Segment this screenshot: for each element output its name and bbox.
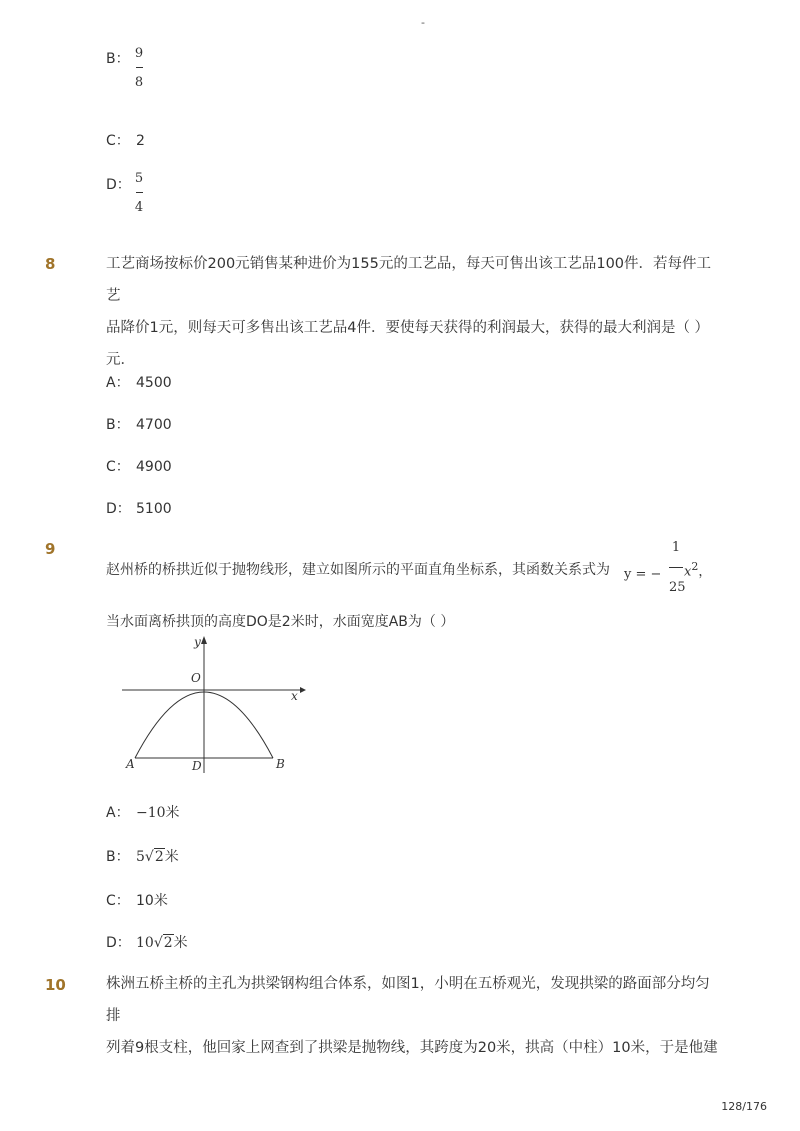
option-coefficient: 10	[136, 935, 154, 951]
sqrt-icon: √	[144, 849, 154, 865]
q7-option-b-fraction	[134, 46, 144, 90]
q9-option-a[interactable]	[106, 802, 180, 822]
option-label: A：	[106, 805, 130, 821]
q7-option-d-fraction	[134, 171, 144, 215]
q7-option-c[interactable]	[106, 130, 145, 150]
option-label: C：	[106, 133, 130, 149]
option-label: B：	[106, 51, 130, 67]
option-value: 10米	[136, 893, 168, 909]
q9-formula-lhs	[624, 567, 661, 582]
option-value: 5100	[136, 501, 172, 517]
option-label: B：	[106, 417, 130, 433]
option-label: A：	[106, 375, 130, 391]
question-8-text	[106, 248, 718, 376]
option-coefficient: 5	[136, 849, 145, 865]
header-mark: -	[421, 16, 425, 29]
origin-label: O	[191, 671, 201, 685]
option-value: −10米	[136, 805, 180, 821]
option-radicand: 2	[163, 935, 173, 951]
option-label: C：	[106, 459, 130, 475]
question-number-10: 10	[45, 976, 66, 994]
fraction-bar	[136, 192, 143, 193]
q8-option-d[interactable]	[106, 498, 172, 518]
q9-option-d[interactable]	[106, 932, 188, 952]
formula-exponent: 2	[691, 560, 699, 573]
point-b-label: B	[276, 757, 285, 771]
q8-option-c[interactable]	[106, 456, 172, 476]
y-axis-arrow	[201, 636, 207, 644]
formula-numerator: 1	[671, 540, 681, 555]
option-label: C：	[106, 893, 130, 909]
q7-option-d[interactable]	[106, 174, 136, 194]
q9-formula-var	[684, 560, 711, 579]
point-d-label: D	[192, 759, 202, 773]
numerator: 9	[134, 46, 144, 61]
q8-line-3: 元．	[106, 352, 135, 368]
q9-option-b[interactable]	[106, 846, 179, 866]
option-radicand: 2	[154, 849, 164, 865]
q8-option-b[interactable]	[106, 414, 172, 434]
option-unit: 米	[164, 849, 179, 865]
point-a-label: A	[126, 757, 135, 771]
fraction-bar	[136, 67, 143, 68]
option-value: 4900	[136, 459, 172, 475]
x-axis-label: x	[291, 689, 298, 703]
option-value: 4500	[136, 375, 172, 391]
x-axis-arrow	[300, 687, 306, 693]
bridge-arch-diagram	[115, 630, 315, 778]
q8-line-1: 工艺商场按标价200元销售某种进价为155元的工艺品，每天可售出该工艺品100件．若每件工艺	[106, 256, 712, 304]
option-label: D：	[106, 935, 131, 951]
option-label: B：	[106, 849, 130, 865]
q7-option-b[interactable]	[106, 48, 136, 68]
q9-formula-fraction	[669, 540, 686, 595]
formula-variable: x	[684, 564, 692, 580]
question-10-text	[106, 968, 718, 1064]
q9-line-1-text: 赵州桥的桥拱近似于抛物线形，建立如图所示的平面直角坐标系，其函数关系式为	[106, 562, 610, 578]
numerator: 5	[134, 171, 144, 186]
option-label: D：	[106, 177, 131, 193]
question-number-8: 8	[45, 255, 56, 273]
option-unit: 米	[173, 935, 188, 951]
q8-line-2: 品降价1元，则每天可多售出该工艺品4件．要使每天获得的利润最大，获得的最大利润是（ ）	[106, 320, 710, 336]
option-value: 2	[136, 133, 145, 149]
fraction-bar	[669, 567, 683, 568]
sqrt-icon: √	[153, 935, 163, 951]
q10-line-2: 列着9根支柱，他回家上网查到了拱梁是抛物线，其跨度为20米，拱高（中柱）10米，于是他建	[106, 1040, 718, 1056]
denominator: 4	[134, 200, 144, 215]
formula-denominator: 25	[669, 580, 686, 595]
q9-line-2-text: 当水面离桥拱顶的高度DO是2米时，水面宽度AB为（ ）	[106, 614, 455, 630]
formula-lhs: y = −	[624, 567, 662, 582]
denominator: 8	[134, 75, 144, 90]
option-value: 4700	[136, 417, 172, 433]
q8-option-a[interactable]	[106, 372, 172, 392]
q10-line-1: 株洲五桥主桥的主孔为拱梁钢构组合体系，如图1，小明在五桥观光，发现拱梁的路面部分均匀排	[106, 976, 710, 1024]
question-number-9: 9	[45, 540, 56, 558]
formula-tail: ，	[698, 564, 712, 580]
option-label: D：	[106, 501, 131, 517]
y-axis-label: y	[194, 635, 201, 649]
page-number: 128/176	[721, 1100, 767, 1113]
q9-option-c[interactable]	[106, 890, 168, 910]
